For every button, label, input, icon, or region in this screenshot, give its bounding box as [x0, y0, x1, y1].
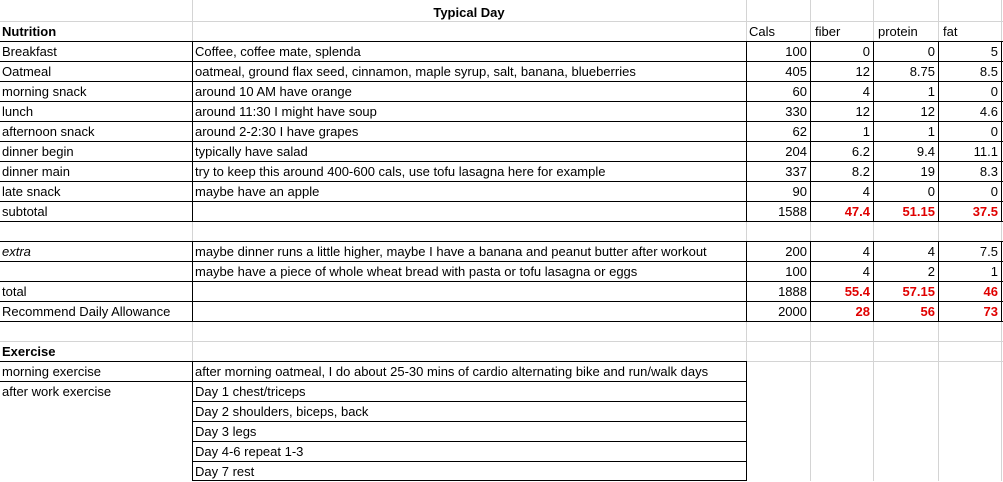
row-label[interactable]: Oatmeal [2, 64, 52, 79]
cals-cell[interactable]: 204 [785, 144, 807, 159]
fiber-cell[interactable]: 4 [862, 244, 870, 259]
exercise-label[interactable]: morning exercise [2, 364, 101, 379]
fat-cell[interactable]: 0 [990, 184, 998, 199]
fiber-cell[interactable]: 55.4 [844, 284, 870, 299]
fat-cell[interactable]: 5 [990, 44, 998, 59]
fiber-cell[interactable]: 12 [855, 64, 870, 79]
fat-cell[interactable]: 4.6 [979, 104, 998, 119]
total-label[interactable]: total [2, 284, 27, 299]
fiber-cell[interactable]: 47.4 [844, 204, 870, 219]
row-desc[interactable]: try to keep this around 400-600 cals, use tofu lasagna here for example [195, 164, 606, 179]
row-desc[interactable]: typically have salad [195, 144, 308, 159]
fiber-cell[interactable]: 4 [862, 264, 870, 279]
cals-cell[interactable]: 100 [785, 44, 807, 59]
col-header-fiber[interactable]: fiber [815, 24, 841, 39]
col-header-cals[interactable]: Cals [749, 24, 776, 39]
exercise-desc[interactable]: Day 4-6 repeat 1-3 [195, 444, 304, 459]
subtotal-label[interactable]: subtotal [2, 204, 48, 219]
row-label[interactable]: late snack [2, 184, 61, 199]
row-label[interactable]: dinner begin [2, 144, 74, 159]
exercise-desc[interactable]: after morning oatmeal, I do about 25-30 mins of cardio alternating bike and run/walk days [195, 364, 709, 379]
fiber-cell[interactable]: 28 [855, 304, 870, 319]
protein-cell[interactable]: 51.15 [902, 204, 935, 219]
row-label[interactable]: Breakfast [2, 44, 57, 59]
exercise-label[interactable] [0, 422, 192, 442]
protein-cell[interactable]: 57.15 [902, 284, 935, 299]
row-desc[interactable]: around 10 AM have orange [195, 84, 352, 99]
protein-cell[interactable]: 56 [920, 304, 935, 319]
row-desc[interactable]: maybe have an apple [195, 184, 320, 199]
fat-cell[interactable]: 7.5 [979, 244, 998, 259]
sheet-title[interactable]: Typical Day [433, 5, 505, 20]
protein-cell[interactable]: 2 [927, 264, 935, 279]
exercise-desc[interactable]: Day 1 chest/triceps [195, 384, 306, 399]
exercise-header[interactable]: Exercise [2, 344, 56, 359]
row-label[interactable]: afternoon snack [2, 124, 95, 139]
cals-cell[interactable]: 1888 [778, 284, 807, 299]
fiber-cell[interactable]: 12 [855, 104, 870, 119]
nutrition-header[interactable]: Nutrition [2, 24, 57, 39]
cals-cell[interactable]: 100 [785, 264, 807, 279]
exercise-desc[interactable]: Day 3 legs [195, 424, 257, 439]
fat-cell[interactable]: 0 [990, 124, 998, 139]
extra-label[interactable] [0, 262, 192, 282]
cals-cell[interactable]: 405 [785, 64, 807, 79]
fiber-cell[interactable]: 4 [862, 84, 870, 99]
row-label[interactable]: morning snack [2, 84, 87, 99]
exercise-label[interactable] [0, 402, 192, 422]
cals-cell[interactable]: 330 [785, 104, 807, 119]
fiber-cell[interactable]: 0 [862, 44, 870, 59]
protein-cell[interactable]: 1 [927, 84, 935, 99]
protein-cell[interactable]: 9.4 [916, 144, 935, 159]
cals-cell[interactable]: 2000 [778, 304, 807, 319]
protein-cell[interactable]: 8.75 [909, 64, 935, 79]
row-desc[interactable]: around 2-2:30 I have grapes [195, 124, 359, 139]
cals-cell[interactable]: 200 [785, 244, 807, 259]
fat-cell[interactable]: 46 [983, 284, 998, 299]
cals-cell[interactable]: 337 [785, 164, 807, 179]
fiber-cell[interactable]: 4 [862, 184, 870, 199]
fat-cell[interactable]: 8.5 [979, 64, 998, 79]
cals-cell[interactable]: 60 [792, 84, 807, 99]
row-desc[interactable]: oatmeal, ground flax seed, cinnamon, maple syrup, salt, banana, blueberries [195, 64, 636, 79]
fiber-cell[interactable]: 6.2 [851, 144, 870, 159]
exercise-label[interactable]: after work exercise [2, 384, 112, 399]
row-desc[interactable]: maybe have a piece of whole wheat bread with pasta or tofu lasagna or eggs [195, 264, 638, 279]
col-header-fat[interactable]: fat [943, 24, 958, 39]
cals-cell[interactable]: 62 [792, 124, 807, 139]
protein-cell[interactable]: 1 [927, 124, 935, 139]
fat-cell[interactable]: 73 [983, 304, 998, 319]
extra-label[interactable]: extra [2, 244, 31, 259]
protein-cell[interactable]: 0 [927, 184, 935, 199]
cals-cell[interactable]: 90 [792, 184, 807, 199]
fiber-cell[interactable]: 8.2 [851, 164, 870, 179]
row-label[interactable]: dinner main [2, 164, 70, 179]
row-desc[interactable]: maybe dinner runs a little higher, maybe I have a banana and peanut butter after workout [195, 244, 707, 259]
protein-cell[interactable]: 19 [920, 164, 935, 179]
protein-cell[interactable]: 0 [927, 44, 935, 59]
exercise-desc[interactable]: Day 7 rest [195, 464, 255, 479]
fat-cell[interactable]: 8.3 [979, 164, 998, 179]
row-label[interactable]: lunch [2, 104, 34, 119]
col-header-protein[interactable]: protein [878, 24, 918, 39]
exercise-desc[interactable]: Day 2 shoulders, biceps, back [195, 404, 369, 419]
fiber-cell[interactable]: 1 [862, 124, 870, 139]
row-desc[interactable]: around 11:30 I might have soup [195, 104, 377, 119]
exercise-label[interactable] [0, 442, 192, 462]
protein-cell[interactable]: 4 [927, 244, 935, 259]
fat-cell[interactable]: 0 [990, 84, 998, 99]
protein-cell[interactable]: 12 [920, 104, 935, 119]
rda-label[interactable]: Recommend Daily Allowance [2, 304, 171, 319]
row-desc[interactable]: Coffee, coffee mate, splenda [195, 44, 361, 59]
exercise-label[interactable] [0, 462, 192, 482]
fat-cell[interactable]: 11.1 [973, 144, 998, 159]
cals-cell[interactable]: 1588 [778, 204, 807, 219]
fat-cell[interactable]: 1 [990, 264, 998, 279]
fat-cell[interactable]: 37.5 [972, 204, 998, 219]
